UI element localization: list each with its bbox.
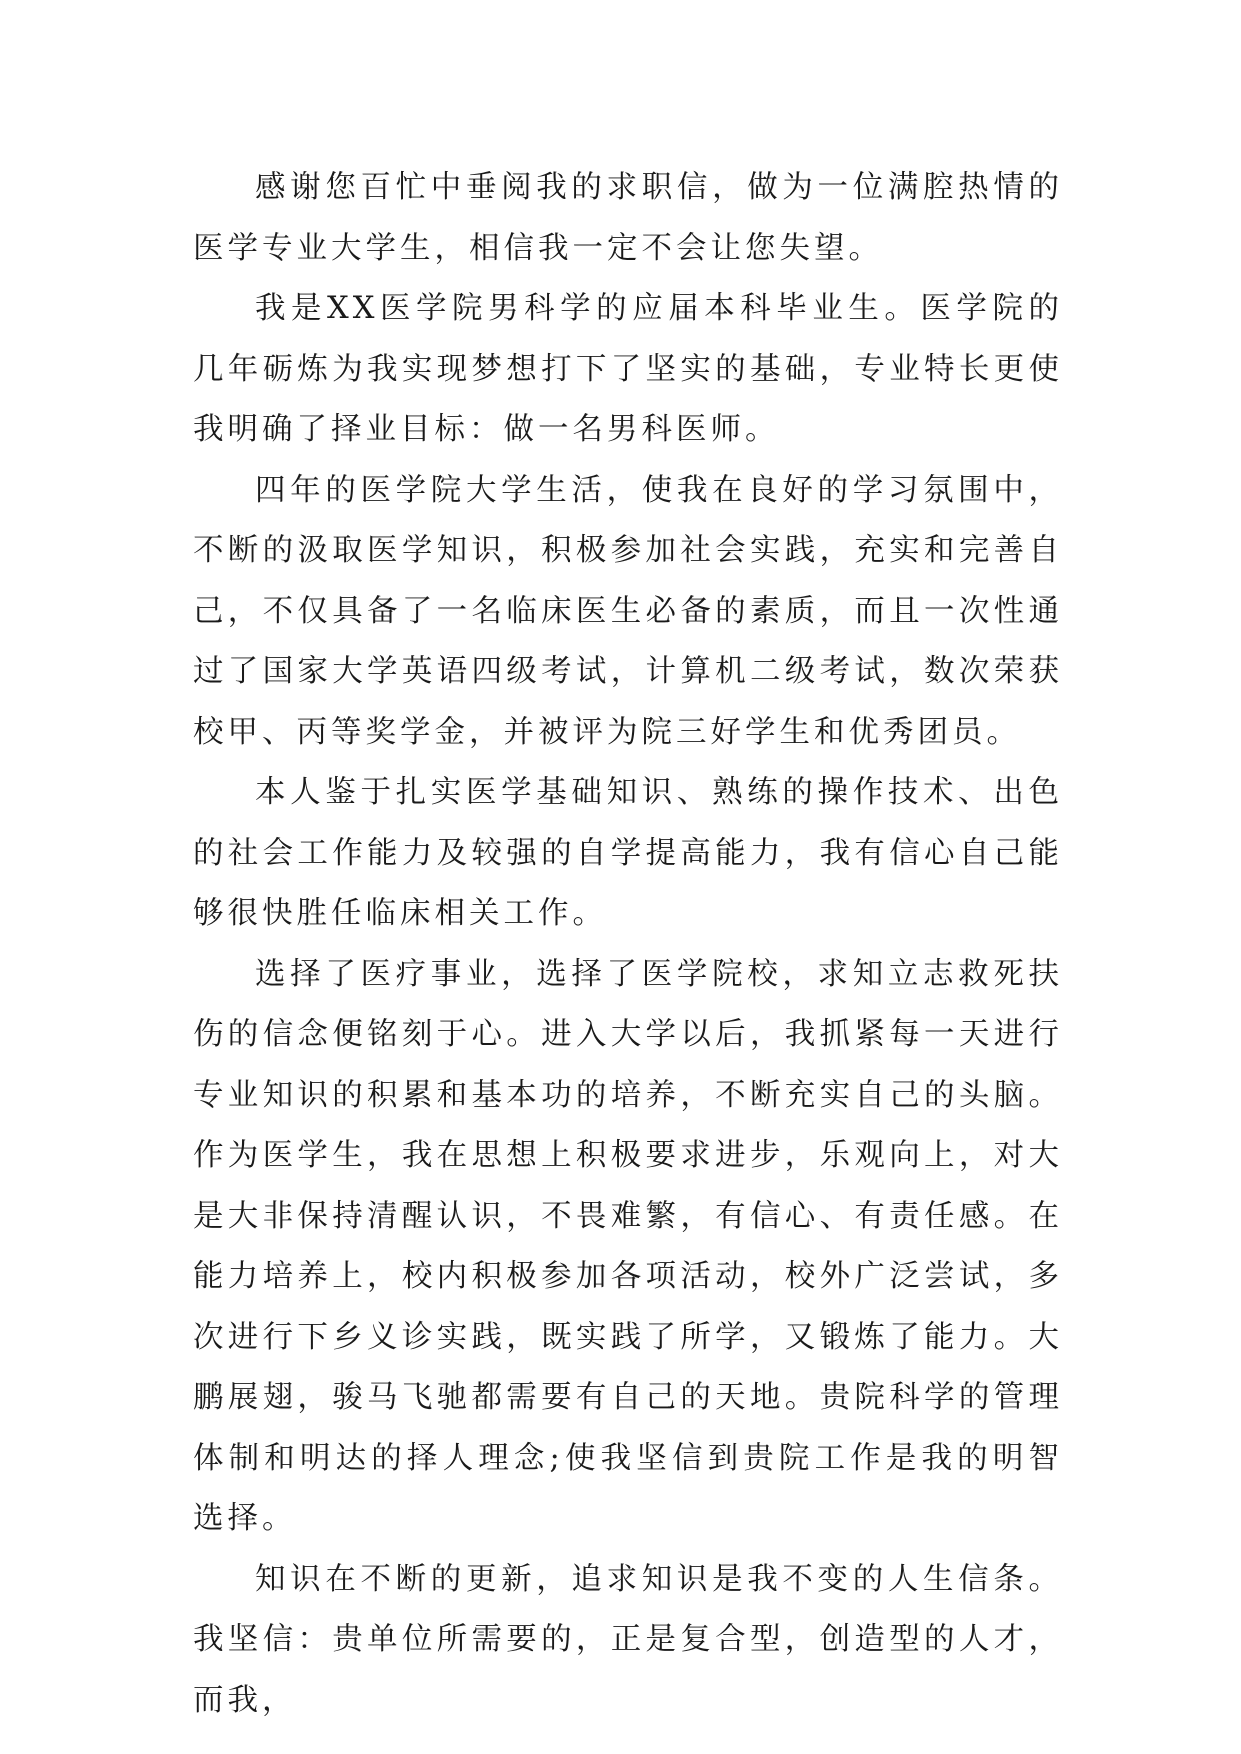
paragraph-6: 知识在不断的更新，追求知识是我不变的人生信条。我坚信：贵单位所需要的，正是复合型，创造型的人才，而我， bbox=[193, 1561, 1063, 1718]
paragraph-3: 四年的医学院大学生活，使我在良好的学习氛围中，不断的汲取医学知识，积极参加社会实践，充实和完善自己，不仅具备了一名临床医生必备的素质，而且一次性通过了国家大学英语四级考试，计算机二级考试，数次荣获校甲、丙等奖学金，并被评为院三好学生和优秀团员。 bbox=[193, 472, 1063, 750]
letter-body bbox=[193, 158, 1063, 1731]
paragraph-4: 本人鉴于扎实医学基础知识、熟练的操作技术、出色的社会工作能力及较强的自学提高能力，我有信心自己能够很快胜任临床相关工作。 bbox=[193, 775, 1063, 931]
paragraph-5: 选择了医疗事业，选择了医学院校，求知立志救死扶伤的信念便铭刻于心。进入大学以后，我抓紧每一天进行专业知识的积累和基本功的培养，不断充实自己的头脑。作为医学生，我在思想上积极要求进步，乐观向上，对大是大非保持清醒认识，不畏难繁，有信心、有责任感。在能力培养上，校内积极参加各项活动，校外广泛尝试，多次进行下乡义诊实践，既实践了所学，又锻炼了能力。大鹏展翅，骏马飞驰都需要有自己的天地。贵院科学的管理体制和明达的择人理念;使我坚信到贵院工作是我的明智选择。 bbox=[193, 956, 1063, 1536]
paragraph-2: 我是XX医学院男科学的应届本科毕业生。医学院的几年砺炼为我实现梦想打下了坚实的基础，专业特长更使我明确了择业目标：做一名男科医师。 bbox=[193, 291, 1063, 447]
paragraph-1: 感谢您百忙中垂阅我的求职信，做为一位满腔热情的医学专业大学生，相信我一定不会让您失望。 bbox=[193, 170, 1063, 266]
